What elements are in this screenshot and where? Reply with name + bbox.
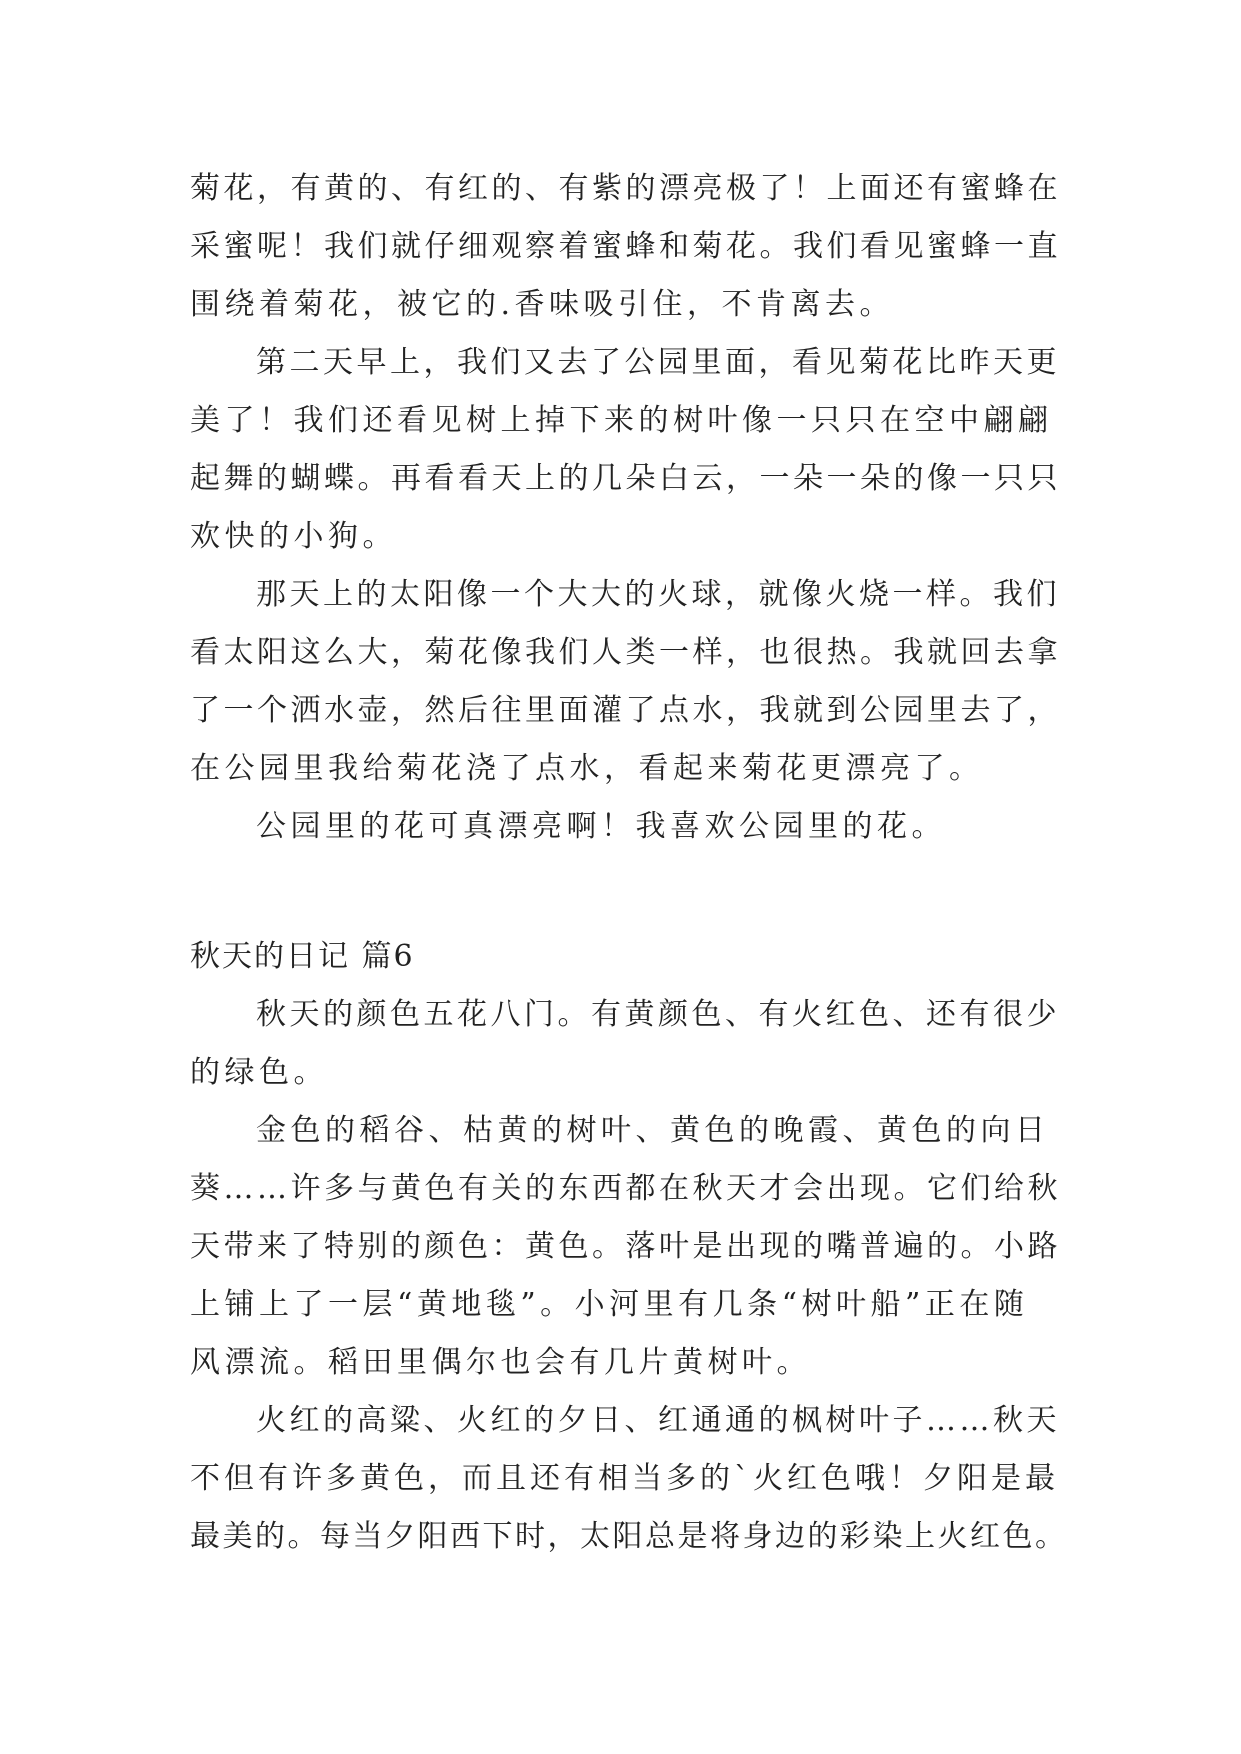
paragraph (190, 334, 1070, 566)
text-line: 最美的。每当夕阳西下时，太阳总是将身边的彩染上火红色。 (190, 1519, 1068, 1554)
text-line: 火红的高粱、火红的夕日、红通通的枫树叶子……秋天 (256, 1403, 1060, 1438)
paragraph (190, 986, 1070, 1102)
text-line: 风漂流。稻田里偶尔也会有几片黄树叶。 (190, 1345, 811, 1380)
text-line: 采蜜呢！我们就仔细观察着蜜蜂和菊花。我们看见蜜蜂一直 (190, 229, 1061, 264)
text-line: 的绿色。 (190, 1055, 328, 1090)
text-line: 那天上的太阳像一个大大的火球，就像火烧一样。我们 (256, 577, 1060, 612)
text-line: 第二天早上，我们又去了公园里面，看见菊花比昨天更 (256, 345, 1060, 380)
text-line: 起舞的蝴蝶。再看看天上的几朵白云，一朵一朵的像一只只 (190, 461, 1061, 496)
text-line: 围绕着菊花，被它的.香味吸引住，不肯离去。 (190, 287, 895, 322)
paragraph (190, 1392, 1070, 1566)
text-line: 美了！我们还看见树上掉下来的树叶像一只只在空中翩翩 (190, 403, 1053, 438)
text-line: 秋天的颜色五花八门。有黄颜色、有火红色、还有很少 (256, 997, 1060, 1032)
text-line: 菊花，有黄的、有红的、有紫的漂亮极了！上面还有蜜蜂在 (190, 171, 1061, 206)
text-line: 上铺上了一层“黄地毯”。小河里有几条“树叶船”正在随 (190, 1287, 1029, 1322)
paragraph (190, 1102, 1070, 1392)
paragraph (190, 798, 1070, 856)
section-spacer (190, 856, 1070, 928)
document-page (190, 160, 1070, 1566)
section-title: 秋天的日记 篇6 (190, 939, 415, 974)
text-line: 看太阳这么大，菊花像我们人类一样，也很热。我就回去拿 (190, 635, 1061, 670)
paragraph (190, 566, 1070, 798)
text-line: 公园里的花可真漂亮啊！我喜欢公园里的花。 (256, 809, 946, 844)
paragraph-continued (190, 160, 1070, 334)
text-line: 葵……许多与黄色有关的东西都在秋天才会出现。它们给秋 (190, 1171, 1061, 1206)
text-line: 天带来了特别的颜色：黄色。落叶是出现的嘴普遍的。小路 (190, 1229, 1061, 1264)
text-line: 在公园里我给菊花浇了点水，看起来菊花更漂亮了。 (190, 751, 984, 786)
text-line: 金色的稻谷、枯黄的树叶、黄色的晚霞、黄色的向日 (256, 1113, 1050, 1148)
text-line: 欢快的小狗。 (190, 519, 397, 554)
text-line: 不但有许多黄色，而且还有相当多的`火红色哦！夕阳是最 (190, 1461, 1059, 1496)
text-line: 了一个洒水壶，然后往里面灌了点水，我就到公园里去了， (190, 693, 1061, 728)
